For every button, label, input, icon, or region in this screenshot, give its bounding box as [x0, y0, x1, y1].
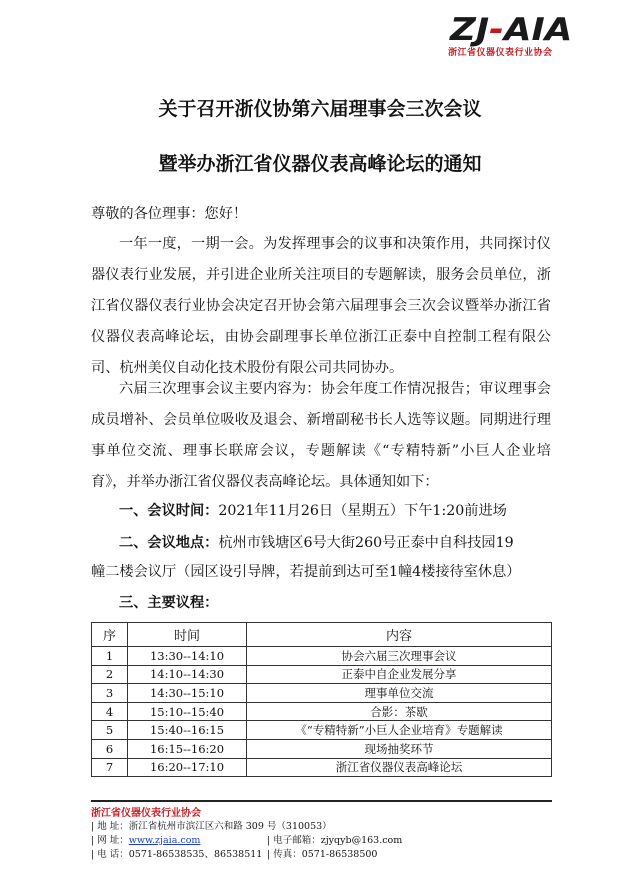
- content-paragraph: 六届三次理事会议主要内容为：协会年度工作情况报告；审议理事会成员增补、会员单位吸收及退会、新增副秘书长人选等议题。同期进行理事单位交流、理事长联席会议，专题解读《“专精特新”小巨人企业培育》，并举办浙江省仪器仪表高峰论坛。具体通知如下：: [91, 381, 551, 490]
- footer-website: | 网 址：www.zjaia.com: [91, 835, 201, 846]
- cell-content: 正泰中自企业发展分享: [247, 665, 552, 684]
- cell-index: 2: [92, 665, 128, 684]
- meeting-time: 一、会议时间：2021年11月26日（星期五）下午1:20前进场: [119, 503, 507, 519]
- notice-title-line1: 关于召开浙仪协第六届理事会三次会议: [158, 98, 482, 120]
- meeting-place: 二、会议地点：杭州市钱塘区6号大街260号正泰中自科技园19: [119, 535, 514, 551]
- table-row: [92, 647, 552, 666]
- footer-org-name: 浙江省仪器仪表行业协会: [91, 808, 201, 819]
- cell-index: 4: [92, 702, 128, 721]
- cell-content: 《“专精特新”小巨人企业培育》专题解读: [247, 721, 552, 740]
- cell-content: 协会六届三次理事会议: [247, 647, 552, 666]
- table-row: [92, 684, 552, 703]
- logo-subtitle: 浙江省仪器仪表行业协会: [448, 48, 553, 58]
- salutation: 尊敬的各位理事：您好！: [91, 206, 248, 222]
- logo-wordmark: ZJ-AIA: [450, 12, 573, 48]
- cell-index: 7: [92, 758, 128, 777]
- agenda-header-row: [92, 623, 552, 647]
- footer-email: | 电子邮箱：zjyqyb@163.com: [267, 835, 403, 846]
- intro-paragraph: 一年一度，一期一会。为发挥理事会的议事和决策作用，共同探讨仪器仪表行业发展，并引进企业所关注项目的专题解读，服务会员单位，浙江省仪器仪表行业协会决定召开协会第六届理事会三次会议暨举办浙江省仪器仪表高峰论坛，由协会副理事长单位浙江正泰中自控制工程有限公司、杭州美仪自动化技术股份有限公司共同协办。: [91, 236, 551, 376]
- cell-time: 15:40--16:15: [128, 721, 247, 740]
- agenda-table: [91, 622, 552, 777]
- cell-time: 16:15--16:20: [128, 739, 247, 758]
- footer-phone: | 电 话：0571-86538535、86538511: [91, 849, 263, 860]
- website-link[interactable]: www.zjaia.com: [128, 835, 201, 846]
- cell-time: 13:30--14:10: [128, 647, 247, 666]
- cell-index: 1: [92, 647, 128, 666]
- header-time: 时间: [128, 623, 247, 647]
- header-index: 序: [92, 623, 128, 647]
- cell-content: 浙江省仪器仪表高峰论坛: [247, 758, 552, 777]
- table-row: [92, 702, 552, 721]
- cell-index: 5: [92, 721, 128, 740]
- cell-content: 合影：茶歇: [247, 702, 552, 721]
- footer-fax: | 传真：0571-86538500: [267, 849, 378, 860]
- agenda-heading: 三、主要议程：: [119, 595, 219, 611]
- table-row: [92, 739, 552, 758]
- cell-time: 15:10--15:40: [128, 702, 247, 721]
- header-content: 内容: [247, 623, 552, 647]
- table-row: [92, 665, 552, 684]
- footer-divider: [91, 800, 552, 802]
- email-value[interactable]: zjyqyb@163.com: [320, 835, 403, 846]
- notice-title-line2: 暨举办浙江省仪器仪表高峰论坛的通知: [158, 153, 482, 175]
- cell-time: 14:30--15:10: [128, 684, 247, 703]
- cell-index: 3: [92, 684, 128, 703]
- cell-time: 16:20--17:10: [128, 758, 247, 777]
- footer-address: | 地 址：浙江省杭州市滨江区六和路 309 号（310053）: [91, 821, 332, 832]
- table-row: [92, 758, 552, 777]
- table-row: [92, 721, 552, 740]
- association-logo: [436, 14, 584, 56]
- cell-time: 14:10--14:30: [128, 665, 247, 684]
- cell-content: 现场抽奖环节: [247, 739, 552, 758]
- cell-index: 6: [92, 739, 128, 758]
- cell-content: 理事单位交流: [247, 684, 552, 703]
- meeting-place-continued: 幢二楼会议厅（园区设引导牌，若提前到达可至1幢4楼接待室休息）: [91, 564, 521, 580]
